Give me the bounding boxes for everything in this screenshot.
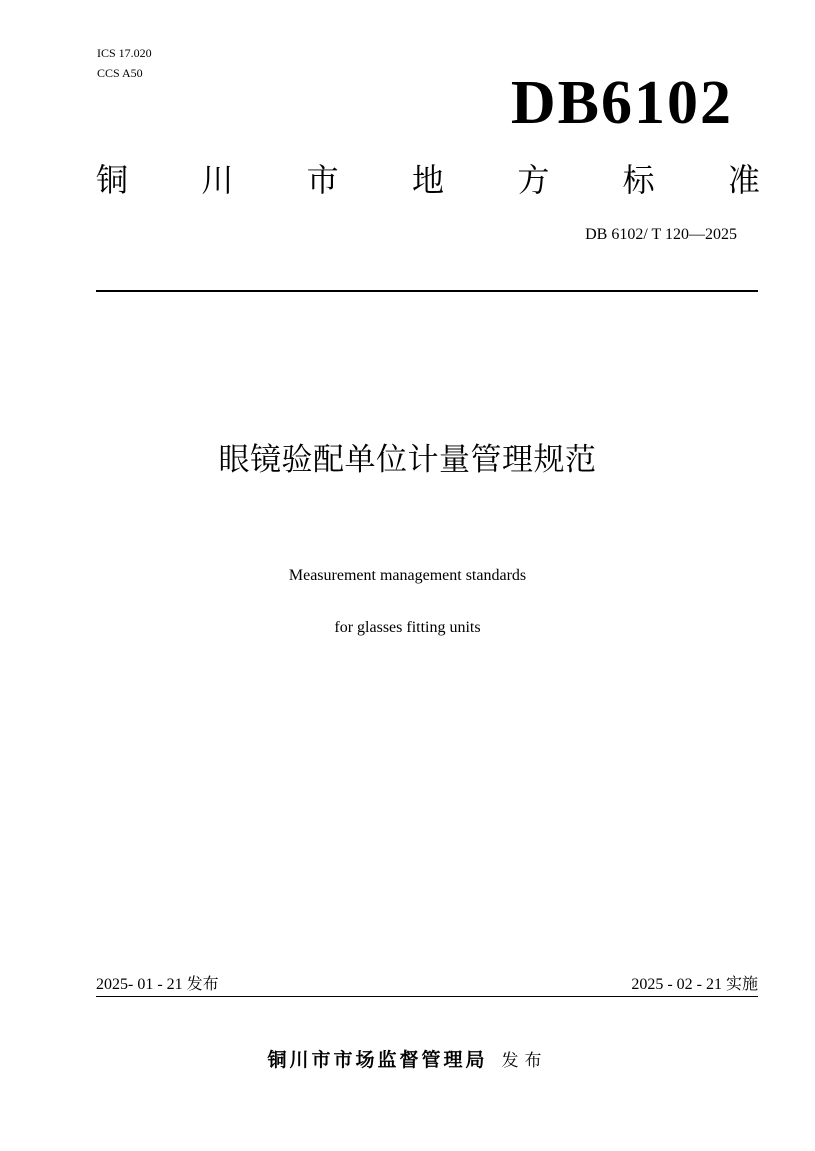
issuer-name: 铜川市市场监督管理局	[267, 1049, 488, 1071]
standard-type-char: 铜	[96, 161, 129, 199]
issuer	[0, 1046, 815, 1075]
ics-code: ICS 17.020	[97, 46, 152, 60]
implementation-date: 2025 - 02 - 21 实施	[631, 976, 758, 993]
standard-code: DB6102	[510, 69, 733, 137]
standard-type-char: 准	[727, 161, 760, 199]
standard-type-title	[96, 158, 760, 202]
footer-divider	[96, 996, 758, 997]
classification-codes	[97, 43, 152, 83]
document-title-chinese: 眼镜验配单位计量管理规范	[218, 442, 597, 478]
document-title-english-line1: Measurement management standards	[288, 567, 527, 584]
standard-type-char: 方	[517, 161, 550, 199]
standard-type-char: 市	[306, 161, 339, 199]
standard-type-char: 标	[622, 161, 655, 199]
dates-row	[96, 974, 758, 996]
standard-type-char: 地	[411, 161, 444, 199]
ccs-code: CCS A50	[97, 66, 143, 80]
standard-type-char: 川	[201, 161, 234, 199]
release-date: 2025- 01 - 21 发布	[96, 976, 219, 993]
standard-number: DB 6102/ T 120—2025	[585, 226, 737, 243]
issuer-action: 发布	[501, 1051, 548, 1071]
document-title-english-line2: for glasses fitting units	[334, 619, 481, 636]
header-divider	[96, 290, 758, 292]
